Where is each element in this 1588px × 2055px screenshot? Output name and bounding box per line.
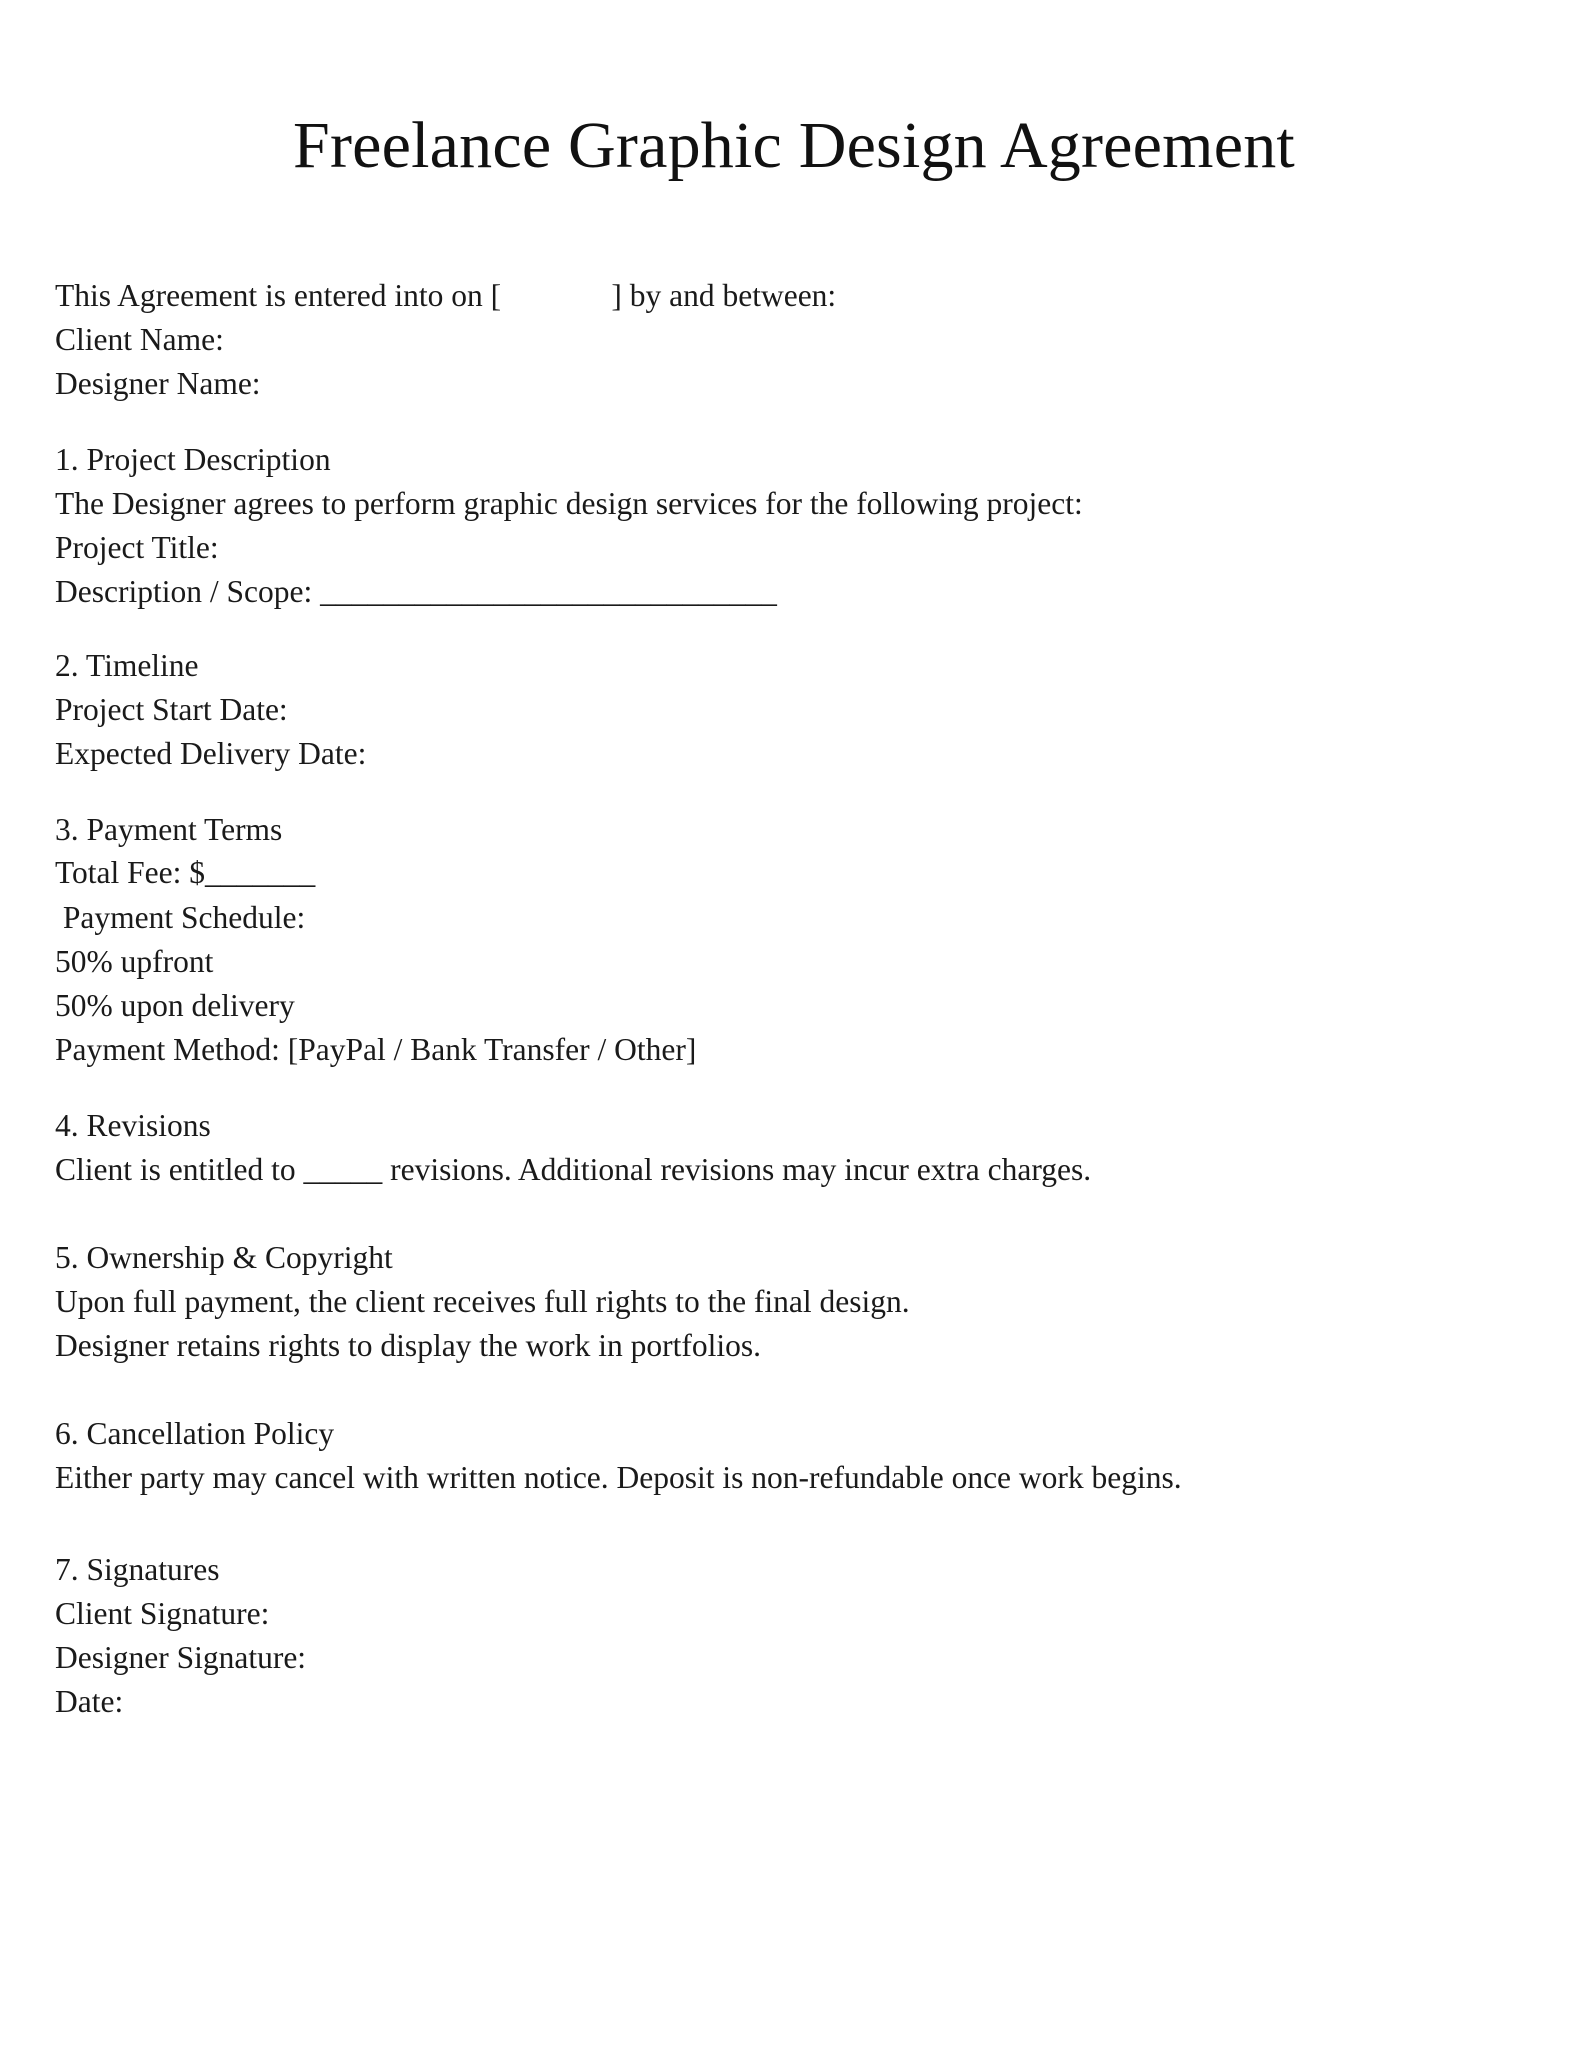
client-name-label: Client Name:: [55, 322, 224, 357]
payment-schedule-label: Payment Schedule:: [55, 900, 306, 935]
project-start-date-label: Project Start Date:: [55, 692, 288, 727]
ownership-rights-text: Upon full payment, the client receives full rights to the final design.: [55, 1284, 910, 1319]
signature-date-label: Date:: [55, 1684, 124, 1719]
project-description-text: The Designer agrees to perform graphic design services for the following project:: [55, 486, 1083, 521]
section-heading-timeline: 2. Timeline: [55, 648, 199, 683]
section-heading-signatures: 7. Signatures: [55, 1552, 220, 1587]
designer-name-label: Designer Name:: [55, 366, 261, 401]
intro-entered-into-line: This Agreement is entered into on [ ] by and between:: [55, 278, 837, 313]
payment-method-label: Payment Method: [PayPal / Bank Transfer / Other]: [55, 1032, 697, 1067]
designer-signature-label: Designer Signature:: [55, 1640, 307, 1675]
document-title: Freelance Graphic Design Agreement: [293, 109, 1295, 182]
section-heading-revisions: 4. Revisions: [55, 1108, 211, 1143]
portfolio-rights-text: Designer retains rights to display the work in portfolios.: [55, 1328, 762, 1363]
project-title-label: Project Title:: [55, 530, 219, 565]
section-heading-payment-terms: 3. Payment Terms: [55, 812, 283, 847]
description-scope-label: Description / Scope: _____________________________: [55, 574, 777, 609]
cancellation-text: Either party may cancel with written notice. Deposit is non-refundable once work begins.: [55, 1460, 1182, 1495]
client-signature-label: Client Signature:: [55, 1596, 270, 1631]
revisions-text: Client is entitled to _____ revisions. Additional revisions may incur extra charges.: [55, 1152, 1092, 1187]
payment-upfront-item: 50% upfront: [55, 944, 214, 979]
total-fee-label: Total Fee: $_______: [55, 855, 316, 890]
section-heading-ownership: 5. Ownership & Copyright: [55, 1240, 393, 1275]
payment-delivery-item: 50% upon delivery: [55, 988, 295, 1023]
section-heading-project-description: 1. Project Description: [55, 442, 331, 477]
section-heading-cancellation: 6. Cancellation Policy: [55, 1416, 335, 1451]
expected-delivery-date-label: Expected Delivery Date:: [55, 736, 367, 771]
